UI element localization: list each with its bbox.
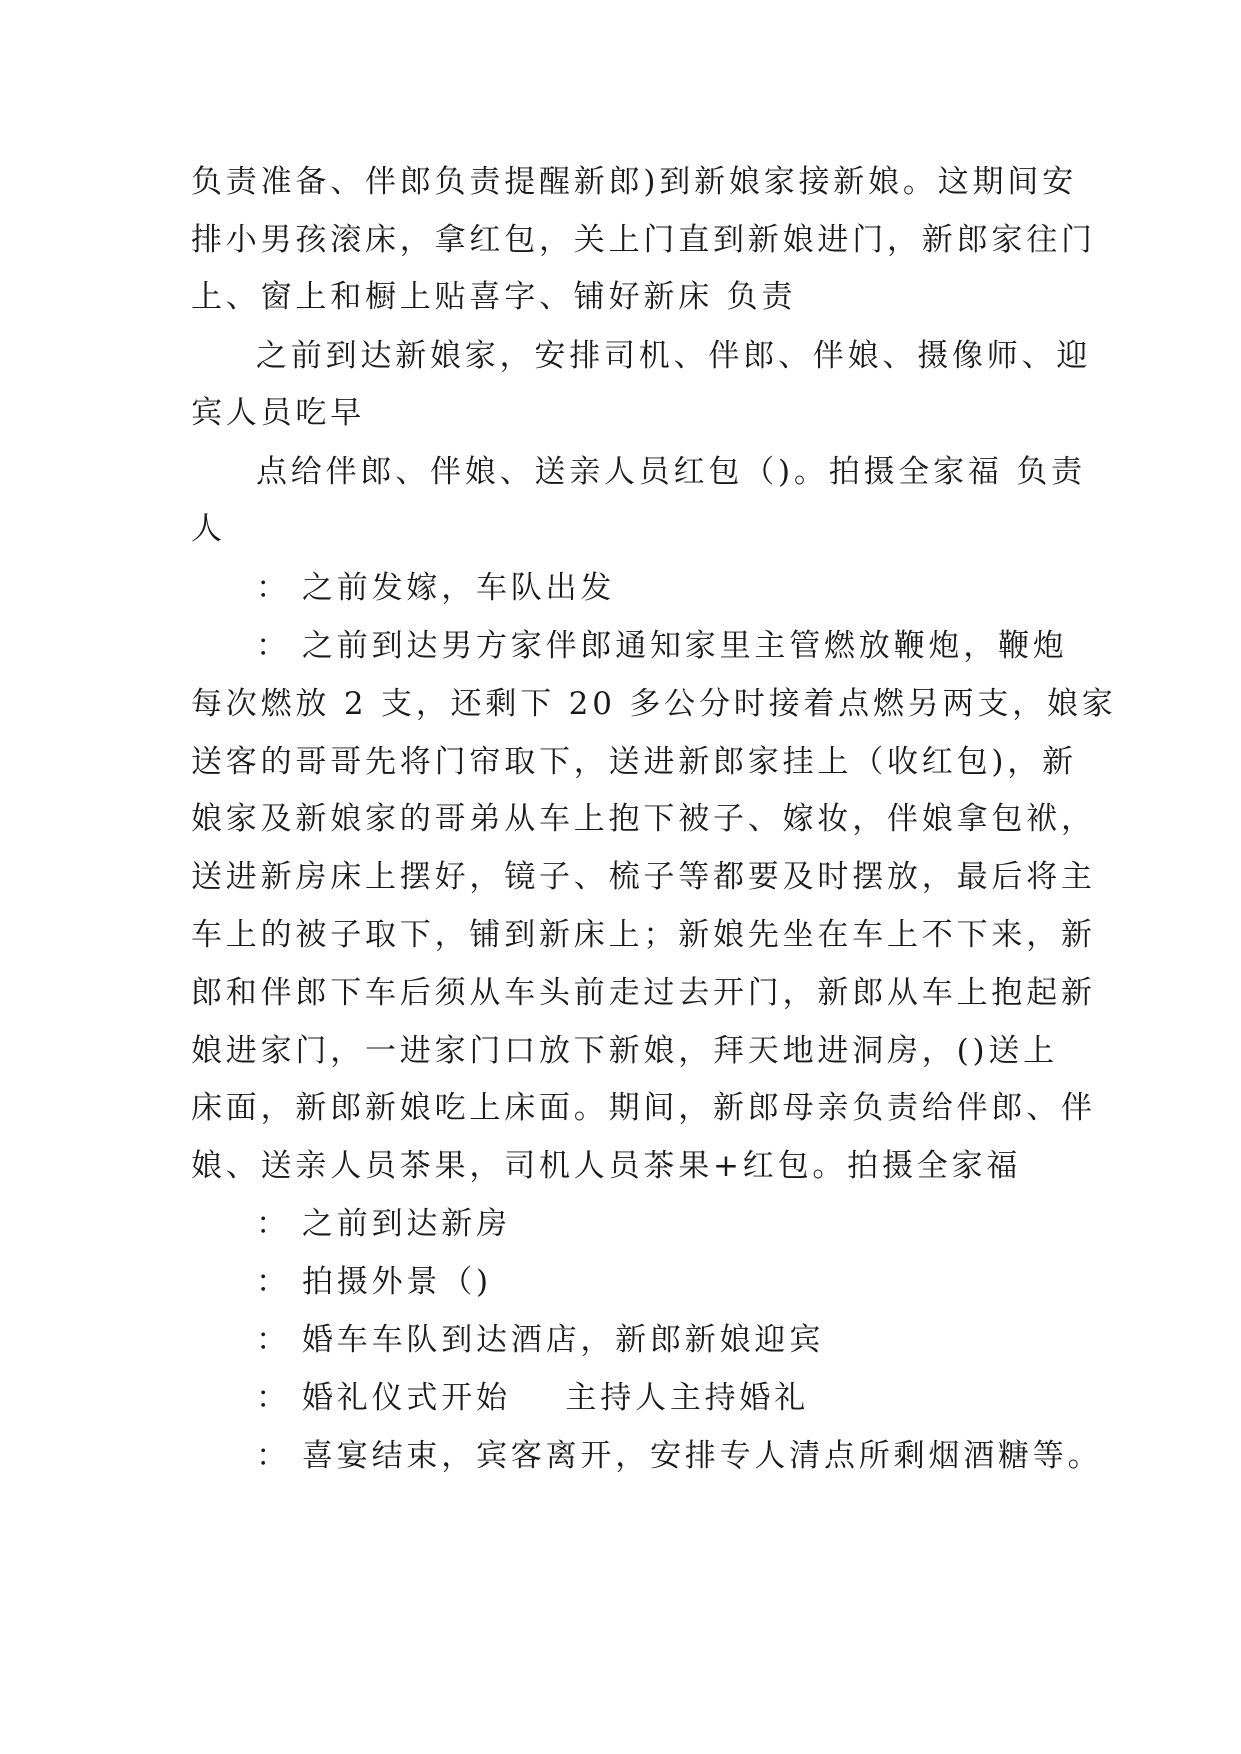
list-colon: ： bbox=[256, 570, 291, 606]
paragraph-line: 娘进家门，一进家门口放下新娘，拜天地进洞房，()送上 bbox=[191, 1033, 1058, 1069]
paragraph-line: 人 bbox=[191, 511, 226, 547]
paragraph-line: 每次燃放 2 支，还剩下 20 多公分时接着点燃另两支，娘家 bbox=[191, 686, 1117, 722]
list-item: 之前到达新房 bbox=[302, 1206, 511, 1242]
list-item: 拍摄外景（) bbox=[302, 1264, 492, 1300]
list-item: 婚车车队到达酒店，新郎新娘迎宾 bbox=[302, 1322, 824, 1358]
paragraph-line: 宾人员吃早 bbox=[191, 395, 365, 431]
paragraph-line: 之前到达新娘家，安排司机、伴郎、伴娘、摄像师、迎 bbox=[256, 338, 1092, 374]
paragraph-line: 上、窗上和橱上贴喜字、铺好新床 负责 bbox=[191, 279, 797, 315]
paragraph-line: 排小男孩滚床，拿红包，关上门直到新娘进门，新郎家往门 bbox=[191, 222, 1096, 258]
list-colon: ： bbox=[256, 1438, 291, 1474]
list-colon: ： bbox=[256, 1380, 291, 1416]
list-item: 喜宴结束，宾客离开，安排专人清点所剩烟酒糖等。 bbox=[302, 1438, 1103, 1474]
paragraph-line: 负责准备、伴郎负责提醒新郎)到新娘家接新娘。这期间安 bbox=[191, 164, 1077, 200]
list-item: 之前到达男方家伴郎通知家里主管燃放鞭炮，鞭炮 bbox=[302, 628, 1068, 664]
list-colon: ： bbox=[256, 1322, 291, 1358]
paragraph-line: 郎和伴郎下车后须从车头前走过去开门，新郎从车上抱起新 bbox=[191, 975, 1096, 1011]
list-item: 之前发嫁，车队出发 bbox=[302, 570, 616, 606]
list-item: 婚礼仪式开始 主持人主持婚礼 bbox=[302, 1380, 810, 1416]
paragraph-line: 床面，新郎新娘吃上床面。期间，新郎母亲负责给伴郎、伴 bbox=[191, 1090, 1096, 1126]
paragraph-line: 车上的被子取下，铺到新床上；新娘先坐在车上不下来，新 bbox=[191, 917, 1096, 953]
list-colon: ： bbox=[256, 1264, 291, 1300]
paragraph-line: 点给伴郎、伴娘、送亲人员红包（)。拍摄全家福 负责 bbox=[256, 454, 1086, 490]
paragraph-line: 送客的哥哥先将门帘取下，送进新郎家挂上（收红包)，新 bbox=[191, 744, 1077, 780]
paragraph-line: 送进新房床上摆好，镜子、梳子等都要及时摆放，最后将主 bbox=[191, 859, 1096, 895]
list-colon: ： bbox=[256, 628, 291, 664]
list-colon: ： bbox=[256, 1206, 291, 1242]
paragraph-line: 娘家及新娘家的哥弟从车上抱下被子、嫁妆，伴娘拿包袱， bbox=[191, 801, 1096, 837]
paragraph-line: 娘、送亲人员茶果，司机人员茶果+红包。拍摄全家福 bbox=[191, 1148, 1022, 1184]
